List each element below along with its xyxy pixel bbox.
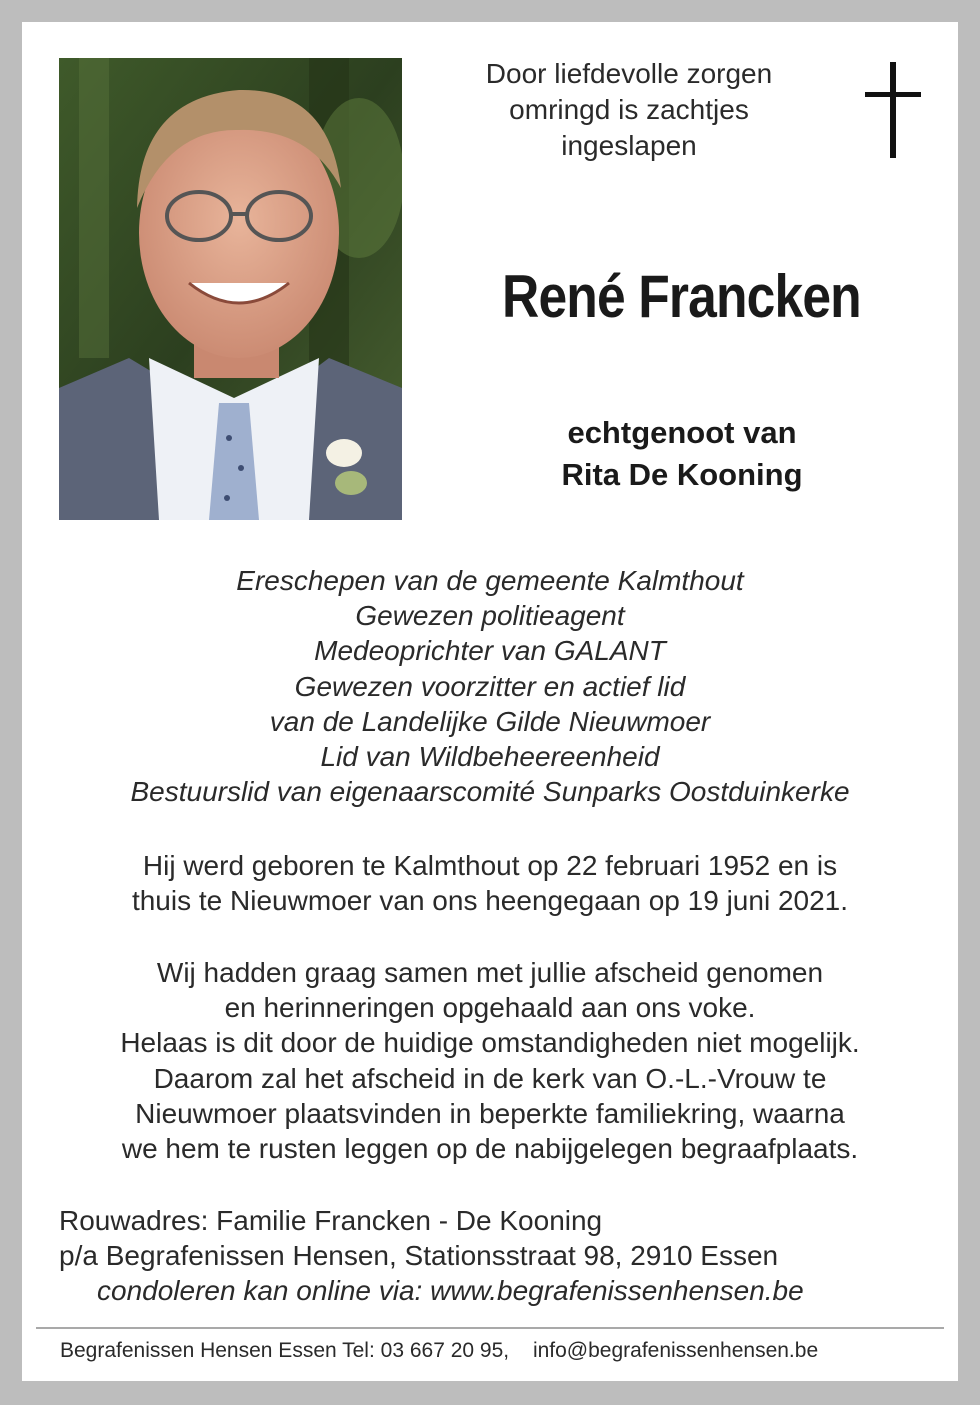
footer-email-link[interactable]: info@begrafenissenhensen.be [532,1339,819,1362]
intro-line: omringd is zachtjes [509,94,749,125]
spouse-name: Rita De Kooning [561,457,803,492]
farewell-line: en herinneringen opgehaald aan ons voke. [224,992,756,1024]
latin-cross-icon [865,62,921,158]
intro-text [442,56,816,164]
role-item: Bestuurslid van eigenaarscomité Sunparks Oostduinkerke [130,776,850,808]
spouse-relation: echtgenoot van [567,415,797,450]
intro-line: Door liefdevolle zorgen [485,58,773,89]
address-line: Rouwadres: Familie Francken - De Kooning [59,1205,603,1236]
divider [36,1327,944,1329]
deceased-name: René Francken [502,263,861,330]
portrait-photo [59,58,402,520]
role-item: Gewezen politieagent [355,600,625,632]
farewell-text [22,955,958,1166]
birth-death-text [22,848,958,918]
role-item: van de Landelijke Gilde Nieuwmoer [269,705,711,737]
mourning-address [59,1203,939,1308]
role-item: Ereschepen van de gemeente Kalmthout [236,565,744,596]
intro-line: ingeslapen [561,130,697,161]
death-line: thuis te Nieuwmoer van ons heengegaan op 19 juni 2021. [131,885,849,916]
footer-company-phone: Begrafenissen Hensen Essen Tel: 03 667 20 95, [60,1339,510,1362]
role-item: Gewezen voorzitter en actief lid [294,670,686,702]
role-item: Lid van Wildbeheereenheid [320,741,660,773]
spouse-block [442,412,922,496]
role-item: Medeoprichter van GALANT [314,635,666,667]
farewell-line: Daarom zal het afscheid in de kerk van O.-L.-Vrouw te [153,1062,827,1094]
farewell-line: Nieuwmoer plaatsvinden in beperkte familiekring, waarna [135,1097,845,1129]
obituary-card [22,22,958,1381]
farewell-line: we hem te rusten leggen op de nabijgelegen begraafplaats. [121,1133,859,1165]
farewell-line: Wij hadden graag samen met jullie afscheid genomen [156,957,824,988]
portrait-image [59,58,402,520]
farewell-line: Helaas is dit door de huidige omstandigheden niet mogelijk. [120,1027,860,1059]
birth-line: Hij werd geboren te Kalmthout op 22 februari 1952 en is [142,850,838,881]
address-line: p/a Begrafenissen Hensen, Stationsstraat 98, 2910 Essen [59,1240,779,1271]
roles-list [22,563,958,809]
condolence-link[interactable]: condoleren kan online via: www.begrafenissenhensen.be [97,1275,804,1306]
footer [60,1339,940,1363]
